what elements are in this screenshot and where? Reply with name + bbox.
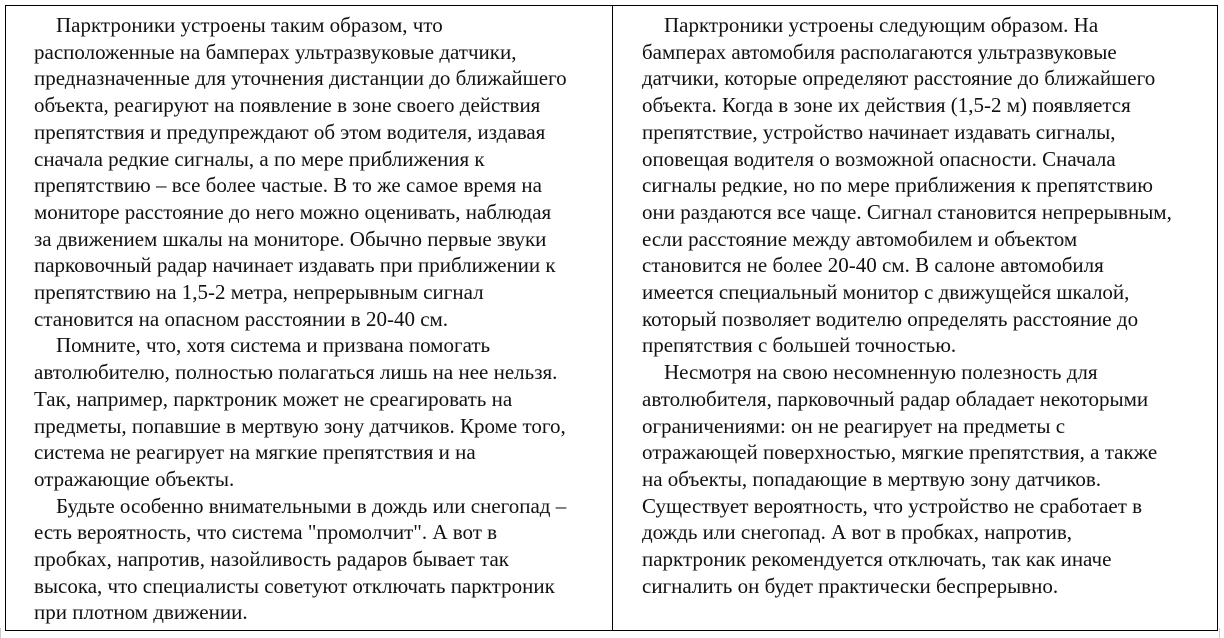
text-line: предметы, попавшие в мертвую зону датчиков. Кроме того, (34, 413, 566, 438)
text-line: оповещая водителя о возможной опасности. Сначала (642, 146, 1116, 171)
text-line: препятствию – все более частые. В то же самое время на (34, 173, 542, 198)
paragraph (620, 359, 1211, 599)
text-line: на объекты, попадающие в мертвую зону датчиков. (642, 466, 1102, 491)
text-line: препятствию на 1,5-2 метра, непрерывным сигнал (34, 280, 484, 305)
text-line: имеется специальный монитор с движущейся шкалой, (642, 280, 1130, 305)
left-column (6, 6, 613, 630)
page-edge-mark (0, 628, 1, 638)
text-line: парктроник рекомендуется отключать, так как иначе (642, 547, 1112, 572)
text-line: отражающей поверхностью, мягкие препятствия, а также (642, 440, 1158, 465)
text-line: они раздаются все чаще. Сигнал становится непрерывным, (642, 199, 1172, 224)
text-line: сигналить он будет практически беспрерывно. (642, 573, 1059, 598)
text-line: становится на опасном расстоянии в 20-40 см. (34, 306, 449, 331)
text-line: становится не более 20-40 см. В салоне автомобиля (642, 253, 1104, 278)
text-line: Так, например, парктроник может не среагировать на (34, 386, 513, 411)
text-line: препятствие, устройство начинает издавать сигналы, (642, 119, 1116, 144)
text-line: Парктроники устроены следующим образом. На (664, 13, 1099, 37)
text-line: расположенные на бамперах ультразвуковые датчики, (34, 39, 517, 64)
paragraph (12, 12, 606, 332)
text-line: сигналы редкие, но по мере приближения к препятствию (642, 173, 1153, 198)
text-line: Будьте особенно внимательными в дождь или снегопад – (56, 493, 567, 518)
text-line: пробках, напротив, назойливость радаров бывает так (34, 547, 509, 572)
text-line: отражающие объекты. (34, 466, 235, 491)
page-edge-mark (1219, 628, 1220, 638)
paragraph (12, 493, 606, 627)
text-line: при плотном движении. (34, 600, 248, 625)
text-line: высока, что специалисты советуют отключать парктроник (34, 573, 555, 598)
paragraph (620, 12, 1211, 359)
text-line: есть вероятность, что система "промолчит". А вот в (34, 520, 498, 545)
comparison-table (5, 5, 1218, 631)
text-line: за движением шкалы на мониторе. Обычно первые звуки (34, 226, 547, 251)
text-line: предназначенные для уточнения дистанции до ближайшего (34, 66, 567, 91)
text-line: Парктроники устроены таким образом, что (56, 13, 443, 37)
text-line: Несмотря на свою несомненную полезность для (664, 360, 1098, 385)
text-line: датчики, которые определяют расстояние до ближайшего (642, 66, 1156, 91)
text-line: Помните, что, хотя система и призвана помогать (56, 333, 491, 358)
text-line: ограничениями: он не реагирует на предметы с (642, 413, 1066, 438)
text-line: автолюбителю, полностью полагаться лишь на нее нельзя. (34, 360, 558, 385)
text-line: система не реагирует на мягкие препятствия и на (34, 440, 476, 465)
text-line: автолюбителя, парковочный радар обладает некоторыми (642, 386, 1149, 411)
paragraph (12, 332, 606, 492)
text-line: объекта, реагируют на появление в зоне своего действия (34, 93, 541, 118)
text-line: Существует вероятность, что устройство не сработает в (642, 493, 1143, 518)
text-line: бамперах автомобиля располагаются ультразвуковые (642, 39, 1117, 64)
text-line: объекта. Когда в зоне их действия (1,5-2 м) появляется (642, 93, 1131, 118)
text-line: который позволяет водителю определять расстояние до (642, 306, 1139, 331)
text-line: парковочный радар начинает издавать при приближении к (34, 253, 556, 278)
text-line: препятствия с большей точностью. (642, 333, 957, 358)
text-line: дождь или снегопад. А вот в пробках, напротив, (642, 520, 1073, 545)
text-line: сначала редкие сигналы, а по мере приближения к (34, 146, 485, 171)
text-line: если расстояние между автомобилем и объектом (642, 226, 1078, 251)
text-line: мониторе расстояние до него можно оценивать, наблюдая (34, 199, 552, 224)
text-line: препятствия и предупреждают об этом водителя, издавая (34, 119, 546, 144)
right-column (613, 6, 1217, 630)
